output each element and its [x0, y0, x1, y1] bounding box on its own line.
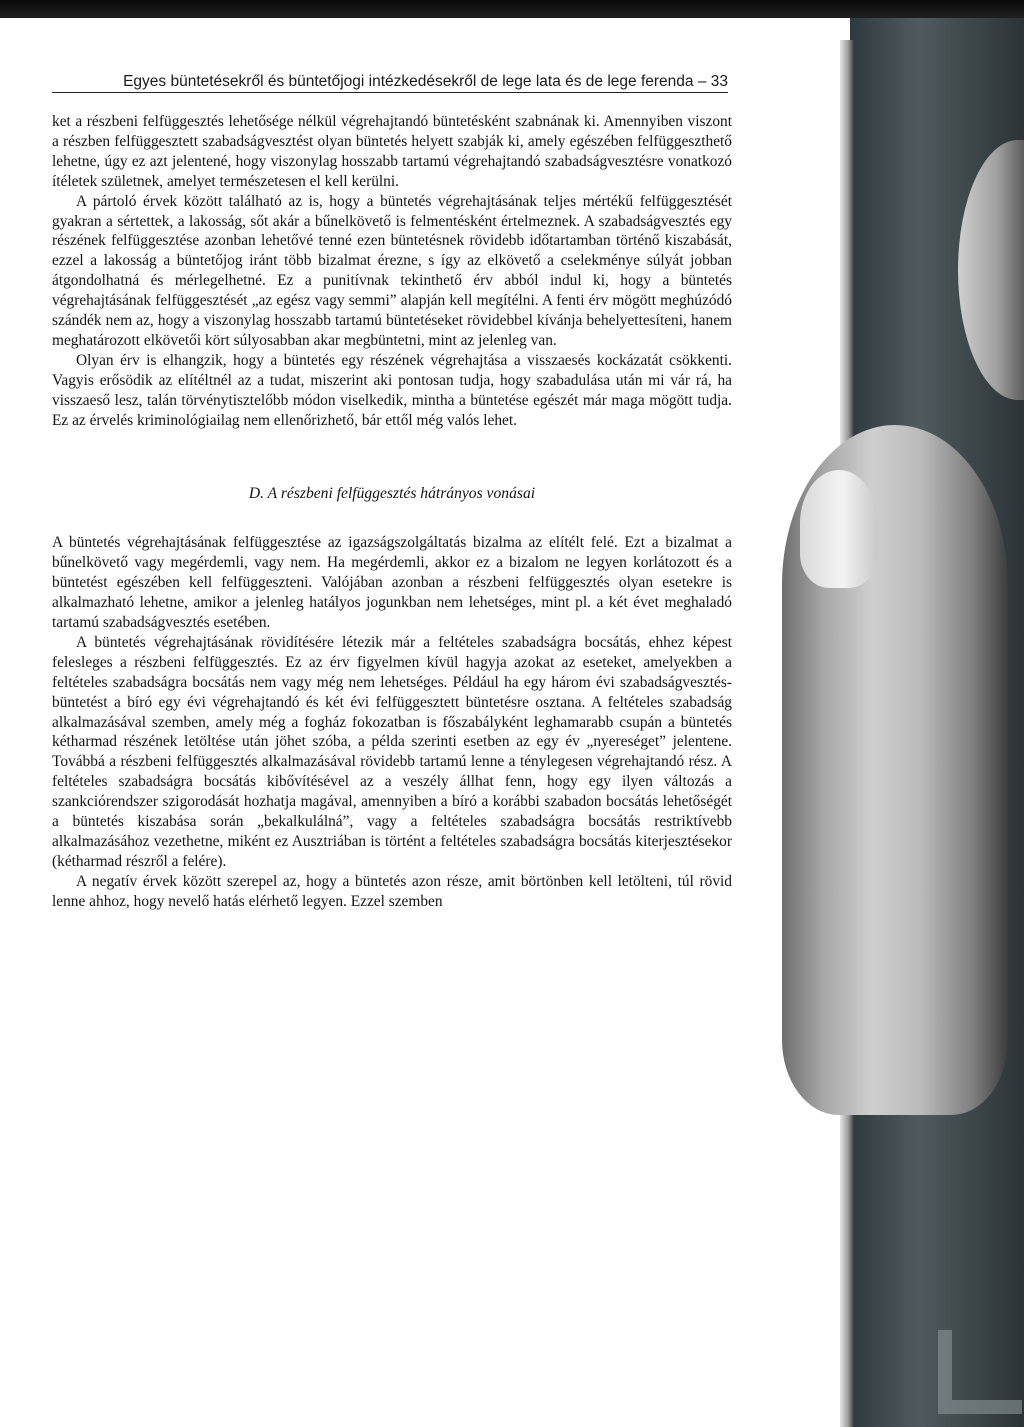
fingernail [800, 470, 878, 588]
paragraph: A büntetés végrehajtásának rövidítésére létezik már a feltételes szabadságra bocsátás, ehhez képest felesleges a részbeni felfüggesztés. Ez az érv figyelmen kívül hagyja azokat az eseteket, amelyekben a feltételes szabadságra bocsátás nem vagy még nem lehetséges. Például ha egy három évi szabadságvesztés-büntetést a bíró egy évi végrehajtandó és két évi felfüggesztett büntetésre osztana. A feltételes szabadság alkalmazásával szemben, amely még a fogház fokozatban is főszabályként leghamarabb csupán a büntetés kétharmad részének letöltése után jöhet szóba, a példa szerinti esetben az egy év „nyereséget” jelentene. Továbbá a részbeni felfüggesztés alkalmazásával rövidebb tartamú lenne a ténylegesen végrehajtandó rész. A feltételes szabadságra bocsátás kibővítésével az a veszély állhat fenn, hogy egy ilyen változás a szankciórendszer szigorodását hozhatja magával, amennyiben a bíró a korábbi szabadon bocsátás lehetőségét a büntetés kiszabása során „bekalkulálná”, vagy a feltételes szabadságra bocsátás restriktívebb alkalmazásához vezethetne, miként ez Ausztriában is történt a feltételes szabadságra bocsátás kiterjesztésekor (kétharmad részről a felére). [52, 633, 732, 870]
running-header: Egyes büntetésekről és büntetőjogi intézkedésekről de lege lata és de lege ferenda – 33 [52, 72, 728, 93]
page-body [52, 112, 732, 912]
paragraph: A negatív érvek között szerepel az, hogy a büntetés azon része, amit börtönben kell letölteni, túl rövid lenne ahhoz, hogy nevelő hatás elérhető legyen. Ezzel szemben [52, 872, 732, 910]
paragraph: A büntetés végrehajtásának felfüggesztése az igazságszolgáltatás bizalma az elítélt felé. Ezt a bizalmat a bűnelkövető vagy megérdemli, vagy nem. Ha megérdemli, akkor ez a bizalom ne legyen korlátozott és a büntetést egészében kell felfüggeszteni. Valójában azonban a részbeni felfüggesztés olyan esetekre is alkalmazható lehetne, amikor a jelenleg hatályos jogunkban nem lehetséges, mint pl. a két évet meghaladó tartamú szabadságvesztés esetében. [52, 534, 732, 632]
paragraph: ket a részbeni felfüggesztés lehetősége nélkül végrehajtandó büntetésként szabnának ki. Amennyiben viszont a részben felfüggesztett szabadságvesztést olyan büntetés helyett szabják ki, amely egészében felfüggeszthető lehetne, úgy ez azt jelentené, hogy viszonylag hosszabb tartamú végrehajtandó szabadságvesztésre vonatkozó ítéletek születnek, amelyet természetesen el kell kerülni. [52, 113, 732, 190]
cover-graphic [938, 1330, 1022, 1414]
paragraph: Olyan érv is elhangzik, hogy a büntetés egy részének végrehajtása a visszaesés kockázatát csökkenti. Vagyis erősödik az elítéltnél az a tudat, miszerint aki pontosan tudja, hogy szabadulása után mi vár rá, ha visszaeső lesz, talán törvénytisztelőbb módon viselkedik, mintha a büntetése egészét már maga mögött tudja. Ez az érvelés kriminológiailag nem ellenőrizhető, bár ettől még valós lehet. [52, 351, 732, 429]
paragraph: A pártoló érvek között található az is, hogy a büntetés végrehajtásának teljes mértékű felfüggesztését gyakran a sértettek, a lakosság, sőt akár a bűnelkövető is felmentésként értelmeznek. A szabadságvesztés egy részének felfüggesztése azonban lehetővé tenné ezen büntetésnek rövidebb időtartamban történő kiszabását, ezzel a lakosság a büntetőjog iránt több bizalmat érezne, s így az elkövető a cselekménye súlyát jobban átgondolhatná és mérlegelhetné. Ez a punitívnak tekinthető érv abból indul ki, hogy a büntetés végrehajtásának felfüggesztését „az egész vagy semmi” alapján kell megítélni. A fenti érv mögött meghúzódó szándék nem az, hogy a viszonylag hosszabb tartamú büntetéseket rövidebbel kívánja behelyettesíteni, hanem meghatározott elkövetői kört súlyosabban akar megbüntetni, mint az jelenleg van. [52, 192, 732, 349]
section-heading: D. A részbeni felfüggesztés hátrányos vonásai [248, 484, 536, 502]
